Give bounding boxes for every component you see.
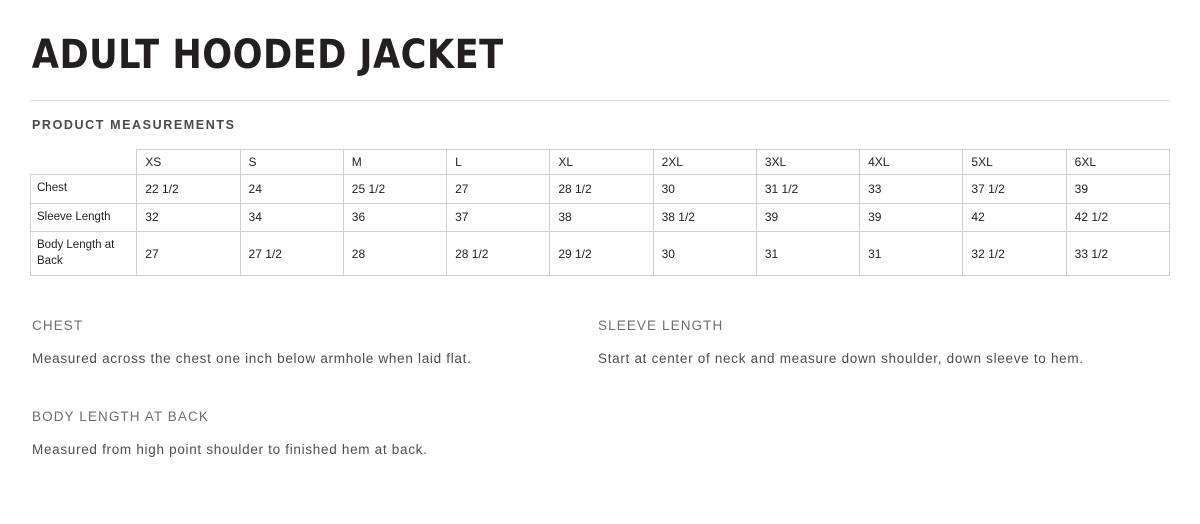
- page-title: ADULT HOODED JACKET: [31, 32, 504, 78]
- cell-chest-s: 24: [240, 175, 343, 204]
- cell-body-length-xs: 27: [137, 232, 240, 276]
- note-body-length-at-back: [32, 409, 598, 462]
- column-header-xl: XL: [550, 150, 653, 175]
- cell-chest-2xl: 30: [653, 175, 756, 204]
- row-label-sleeve-length: Sleeve Length: [31, 203, 137, 232]
- cell-body-length-l: 28 1/2: [447, 232, 550, 276]
- cell-body-length-6xl: 33 1/2: [1066, 232, 1169, 276]
- cell-body-length-2xl: 30: [653, 232, 756, 276]
- cell-sleeve-m: 36: [343, 203, 446, 232]
- row-label-body-length-at-back: Body Length at Back: [31, 232, 137, 276]
- table-corner-cell: [31, 150, 137, 175]
- table-row: [31, 203, 1170, 232]
- cell-chest-xl: 28 1/2: [550, 175, 653, 204]
- table-header-row: [31, 150, 1170, 175]
- cell-body-length-s: 27 1/2: [240, 232, 343, 276]
- column-header-5xl: 5XL: [963, 150, 1066, 175]
- note-body-length-body: Measured from high point shoulder to finished hem at back.: [32, 441, 428, 457]
- cell-body-length-xl: 29 1/2: [550, 232, 653, 276]
- note-body-length-heading: BODY LENGTH AT BACK: [32, 408, 209, 424]
- column-header-4xl: 4XL: [860, 150, 963, 175]
- column-header-6xl: 6XL: [1066, 150, 1169, 175]
- notes-row-top: [32, 318, 1170, 371]
- cell-body-length-m: 28: [343, 232, 446, 276]
- cell-chest-4xl: 33: [860, 175, 963, 204]
- cell-chest-5xl: 37 1/2: [963, 175, 1066, 204]
- cell-sleeve-3xl: 39: [756, 203, 859, 232]
- cell-chest-3xl: 31 1/2: [756, 175, 859, 204]
- measurement-notes: [30, 318, 1170, 461]
- section-label-product-measurements: PRODUCT MEASUREMENTS: [32, 118, 236, 132]
- cell-sleeve-6xl: 42 1/2: [1066, 203, 1169, 232]
- cell-sleeve-xs: 32: [137, 203, 240, 232]
- note-sleeve-length-heading: SLEEVE LENGTH: [598, 318, 724, 334]
- note-sleeve-length-body: Start at center of neck and measure down shoulder, down sleeve to hem.: [598, 351, 1084, 367]
- column-header-2xl: 2XL: [653, 150, 756, 175]
- cell-sleeve-l: 37: [447, 203, 550, 232]
- column-header-l: L: [447, 150, 550, 175]
- cell-sleeve-s: 34: [240, 203, 343, 232]
- cell-body-length-3xl: 31: [756, 232, 859, 276]
- cell-body-length-5xl: 32 1/2: [963, 232, 1066, 276]
- note-chest: [32, 318, 598, 371]
- cell-chest-l: 27: [447, 175, 550, 204]
- cell-chest-xs: 22 1/2: [137, 175, 240, 204]
- table-row: [31, 232, 1170, 276]
- cell-sleeve-5xl: 42: [963, 203, 1066, 232]
- column-header-s: S: [240, 150, 343, 175]
- measurements-table: [30, 149, 1170, 276]
- note-chest-body: Measured across the chest one inch below armhole when laid flat.: [32, 351, 472, 367]
- note-chest-heading: CHEST: [32, 318, 84, 334]
- cell-sleeve-4xl: 39: [860, 203, 963, 232]
- cell-sleeve-xl: 38: [550, 203, 653, 232]
- note-sleeve-length: [598, 318, 1158, 371]
- column-header-3xl: 3XL: [756, 150, 859, 175]
- cell-chest-6xl: 39: [1066, 175, 1169, 204]
- cell-body-length-4xl: 31: [860, 232, 963, 276]
- row-label-chest: Chest: [31, 175, 137, 204]
- title-divider: [30, 100, 1170, 101]
- column-header-xs: XS: [137, 150, 240, 175]
- notes-row-bottom: [32, 409, 1170, 462]
- column-header-m: M: [343, 150, 446, 175]
- table-row: [31, 175, 1170, 204]
- cell-sleeve-2xl: 38 1/2: [653, 203, 756, 232]
- cell-chest-m: 25 1/2: [343, 175, 446, 204]
